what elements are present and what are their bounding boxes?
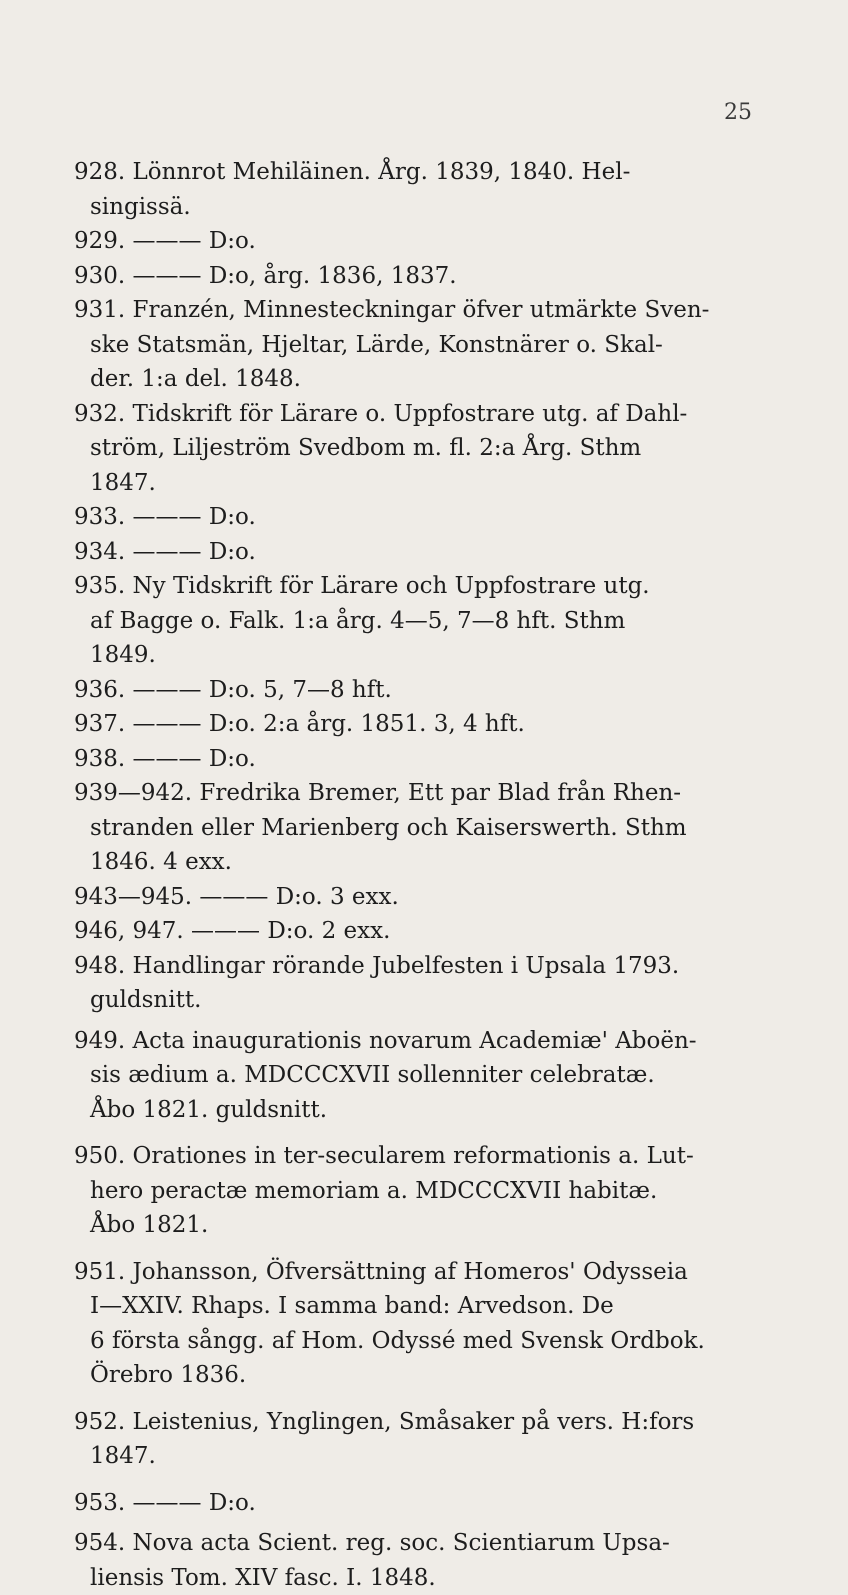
entry-continuation-line: Örebro 1836.	[74, 1358, 774, 1393]
entry-continuation-line: ske Statsmän, Hjeltar, Lärde, Konstnärer o. Skal-	[74, 328, 774, 363]
catalog-entry	[74, 535, 774, 570]
entry-first-line: 951. Johansson, Öfversättning af Homeros' Odysseia	[74, 1255, 774, 1290]
entry-continuation-line: 1847.	[74, 466, 774, 501]
catalog-entry	[74, 776, 774, 880]
catalog-entry	[74, 569, 774, 673]
entry-continuation-line: singissä.	[74, 190, 774, 225]
entry-continuation-line: stranden eller Marienberg och Kaiserswerth. Sthm	[74, 811, 774, 846]
entry-continuation-line: 1849.	[74, 638, 774, 673]
entry-continuation-line: 1846. 4 exx.	[74, 845, 774, 880]
entry-first-line: 935. Ny Tidskrift för Lärare och Uppfostrare utg.	[74, 569, 774, 604]
entry-continuation-line: liensis Tom. XIV fasc. I. 1848.	[74, 1561, 774, 1595]
entry-first-line: 943—945. ——— D:o. 3 exx.	[74, 880, 774, 915]
entry-continuation-line: af Bagge o. Falk. 1:a årg. 4—5, 7—8 hft. Sthm	[74, 604, 774, 639]
catalog-entry	[74, 673, 774, 708]
catalog-entry	[74, 1486, 774, 1521]
entry-continuation-line: guldsnitt.	[74, 983, 774, 1018]
catalog-entry	[74, 224, 774, 259]
catalog-entry	[74, 500, 774, 535]
entry-continuation-line: ström, Liljeström Svedbom m. fl. 2:a Årg. Sthm	[74, 431, 774, 466]
entry-first-line: 952. Leistenius, Ynglingen, Småsaker på vers. H:fors	[74, 1405, 774, 1440]
entry-first-line: 928. Lönnrot Mehiläinen. Årg. 1839, 1840. Hel-	[74, 155, 774, 190]
catalog-entry	[74, 880, 774, 915]
catalog-entries	[74, 155, 774, 1595]
catalog-entry	[74, 1526, 774, 1595]
entry-first-line: 946, 947. ——— D:o. 2 exx.	[74, 914, 774, 949]
catalog-entry	[74, 397, 774, 501]
catalog-entry	[74, 742, 774, 777]
entry-continuation-line: Åbo 1821. guldsnitt.	[74, 1093, 774, 1128]
page-number: 25	[724, 100, 752, 125]
entry-first-line: 949. Acta inaugurationis novarum Academiæ' Aboën-	[74, 1024, 774, 1059]
entry-first-line: 937. ——— D:o. 2:a årg. 1851. 3, 4 hft.	[74, 707, 774, 742]
catalog-entry	[74, 1405, 774, 1474]
entry-first-line: 929. ——— D:o.	[74, 224, 774, 259]
catalog-entry	[74, 259, 774, 294]
entry-first-line: 953. ——— D:o.	[74, 1486, 774, 1521]
catalog-entry	[74, 155, 774, 224]
entry-first-line: 954. Nova acta Scient. reg. soc. Scientiarum Upsa-	[74, 1526, 774, 1561]
catalog-entry	[74, 949, 774, 1018]
catalog-entry	[74, 707, 774, 742]
entry-continuation-line: Åbo 1821.	[74, 1208, 774, 1243]
entry-continuation-line: hero peractæ memoriam a. MDCCCXVII habitæ.	[74, 1174, 774, 1209]
catalog-entry	[74, 914, 774, 949]
catalog-entry	[74, 293, 774, 397]
catalog-entry	[74, 1139, 774, 1243]
entry-continuation-line: 6 första sångg. af Hom. Odyssé med Svensk Ordbok.	[74, 1324, 774, 1359]
entry-first-line: 932. Tidskrift för Lärare o. Uppfostrare utg. af Dahl-	[74, 397, 774, 432]
entry-continuation-line: sis ædium a. MDCCCXVII sollenniter celebratæ.	[74, 1058, 774, 1093]
entry-first-line: 938. ——— D:o.	[74, 742, 774, 777]
entry-continuation-line: I—XXIV. Rhaps. I samma band: Arvedson. De	[74, 1289, 774, 1324]
entry-continuation-line: der. 1:a del. 1848.	[74, 362, 774, 397]
entry-first-line: 931. Franzén, Minnesteckningar öfver utmärkte Sven-	[74, 293, 774, 328]
entry-continuation-line: 1847.	[74, 1439, 774, 1474]
entry-first-line: 930. ——— D:o, årg. 1836, 1837.	[74, 259, 774, 294]
entry-first-line: 939—942. Fredrika Bremer, Ett par Blad från Rhen-	[74, 776, 774, 811]
catalog-entry	[74, 1255, 774, 1393]
entry-first-line: 933. ——— D:o.	[74, 500, 774, 535]
entry-first-line: 950. Orationes in ter-secularem reformationis a. Lut-	[74, 1139, 774, 1174]
entry-first-line: 948. Handlingar rörande Jubelfesten i Upsala 1793.	[74, 949, 774, 984]
catalog-entry	[74, 1024, 774, 1128]
entry-first-line: 936. ——— D:o. 5, 7—8 hft.	[74, 673, 774, 708]
entry-first-line: 934. ——— D:o.	[74, 535, 774, 570]
